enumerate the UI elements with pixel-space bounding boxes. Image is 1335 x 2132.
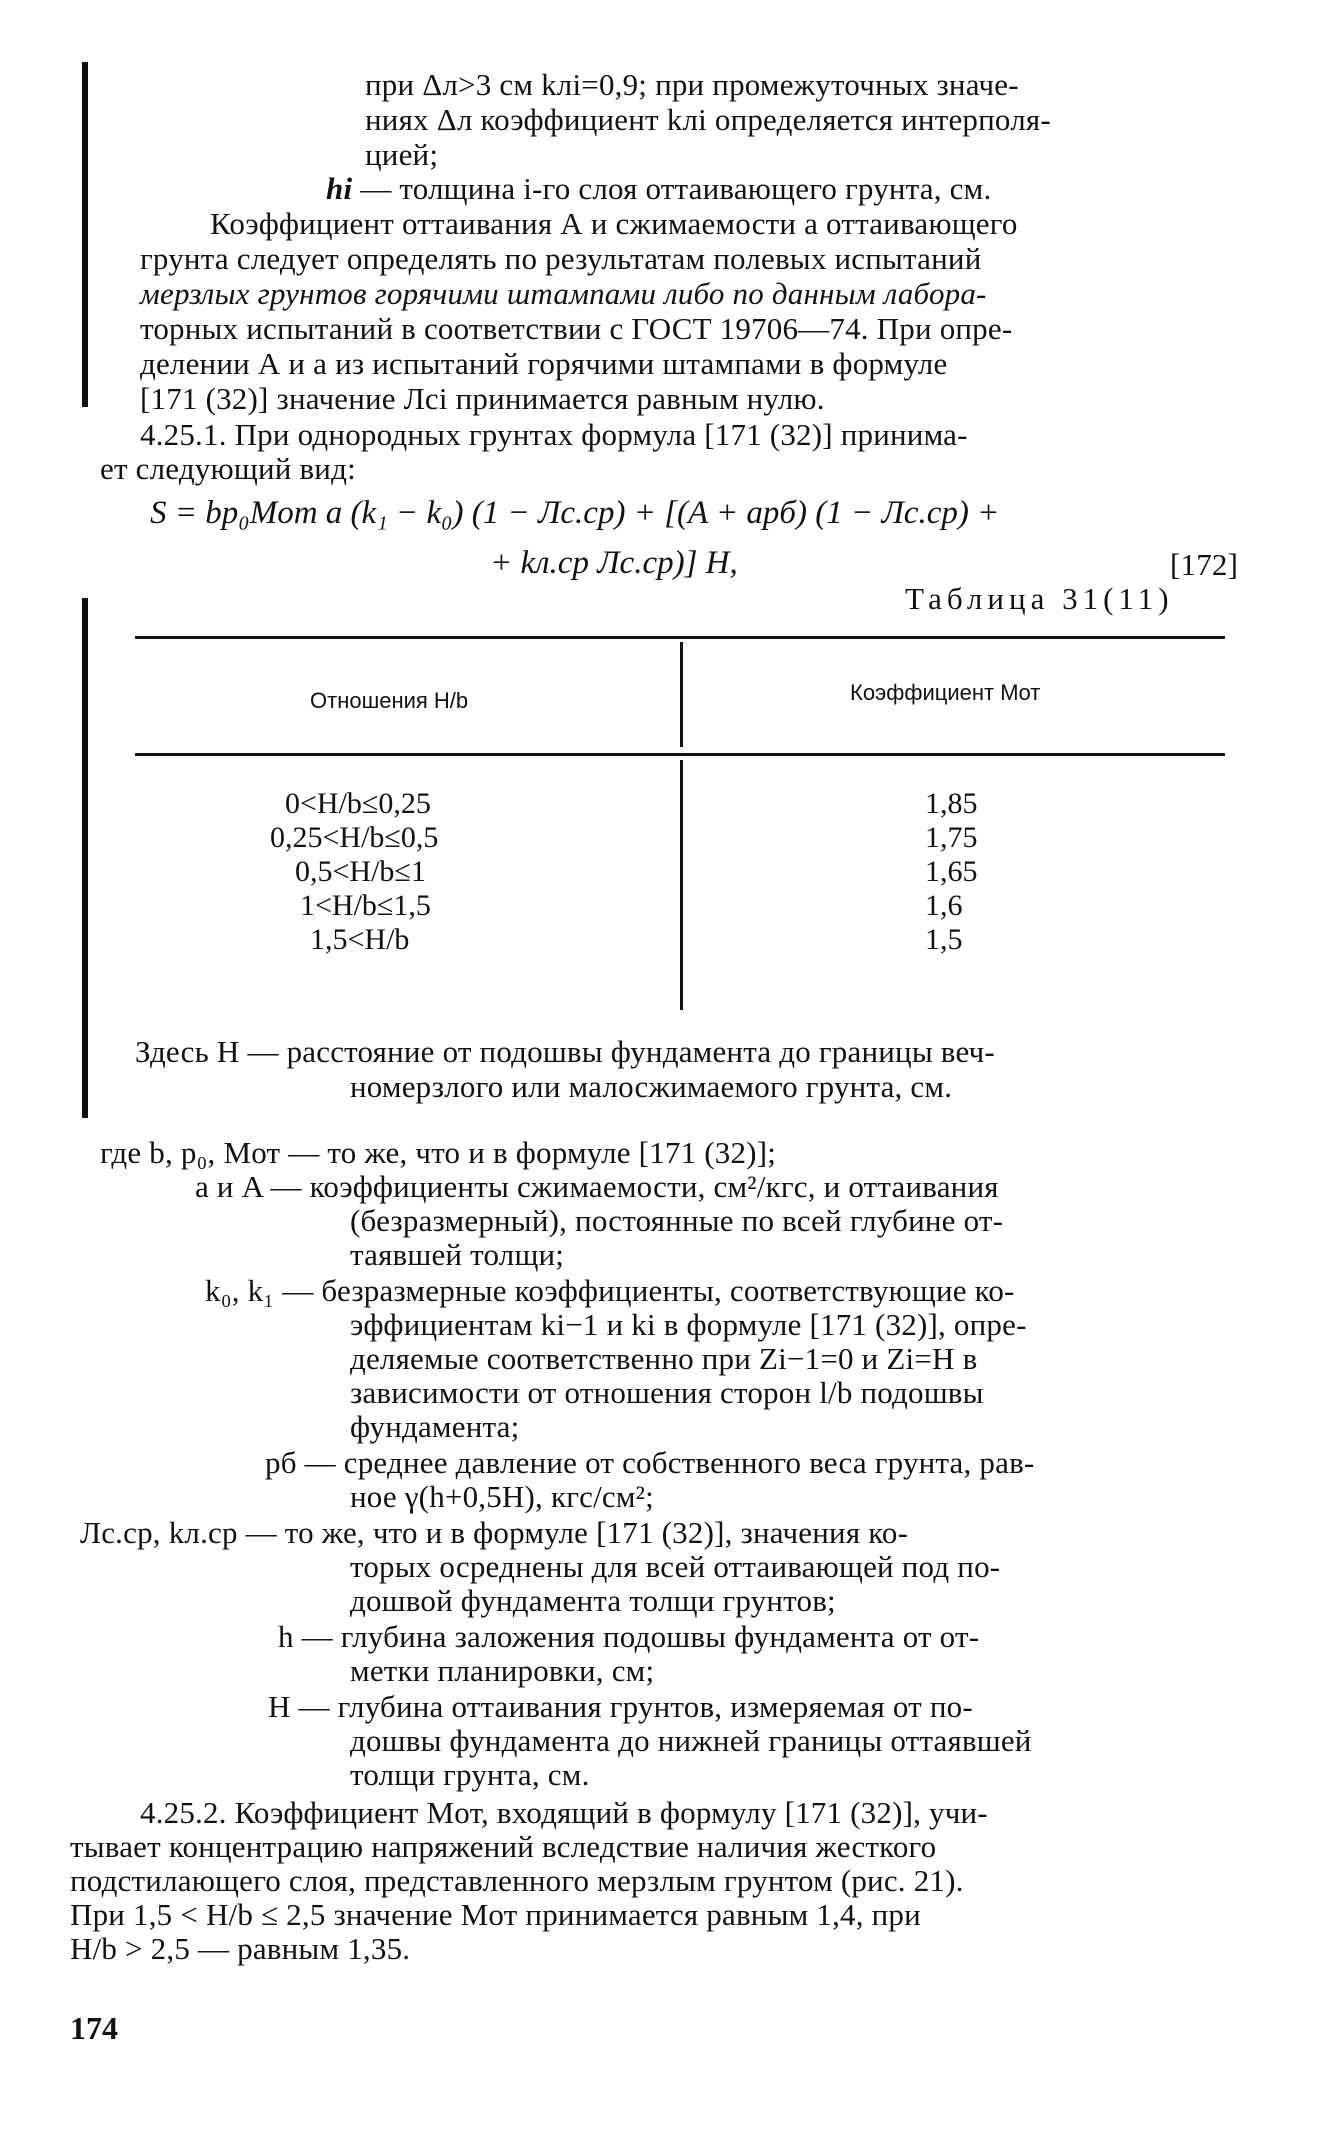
- col1-header: Отношения H/b: [310, 688, 469, 713]
- def-line: метки планировки, см;: [350, 1653, 655, 1688]
- def-line: h — глубина заложения подошвы фундамента от от-: [278, 1619, 980, 1654]
- para3-line: При 1,5 < H/b ≤ 2,5 значение Mот принимается равным 1,4, при: [70, 1897, 921, 1932]
- def-line: pб — среднее давление от собственного веса грунта, рав-: [265, 1445, 1035, 1480]
- table-cell-ratio: 1<H/b≤1,5: [300, 889, 431, 922]
- page-number: 174: [70, 2010, 118, 2046]
- def-line: деляемые соответственно при Zi−1=0 и Zi=H в: [350, 1341, 978, 1376]
- def-line: эффициентам ki−1 и ki в формуле [171 (32)], опре-: [350, 1307, 1027, 1342]
- intro-symbol: hi: [326, 171, 353, 206]
- def-line: Лс.ср, kл.ср — то же, что и в формуле [171 (32)], значения ко-: [80, 1515, 909, 1550]
- def-line: дошвой фундамента толщи грунтов;: [350, 1583, 836, 1618]
- def-line: k₀, k₁ — безразмерные коэффициенты, соответствующие ко-: [205, 1273, 1015, 1308]
- para1-line: Коэффициент оттаивания А и сжимаемости a оттаивающего: [210, 206, 1018, 241]
- def-line: (безразмерный), постоянные по всей глубине от-: [350, 1203, 1004, 1238]
- intro-line-4: [326, 172, 991, 206]
- def-line: зависимости от отношения сторон l/b подошвы: [350, 1375, 984, 1410]
- def-line: торых осреднены для всей оттаивающей под по-: [350, 1549, 1001, 1584]
- para3-line: тывает концентрацию напряжений вследствие наличия жесткого: [70, 1829, 937, 1864]
- para1-line: делении А и a из испытаний горячими штампами в формуле: [140, 346, 948, 381]
- table-body-divider: [680, 760, 683, 1010]
- table-cell-ratio: 0<H/b≤0,25: [285, 787, 431, 820]
- def-line: толщи грунта, см.: [350, 1757, 590, 1792]
- table-note-2: номерзлого или малосжимаемого грунта, см.: [350, 1069, 953, 1104]
- para3-line: 4.25.2. Коэффициент Mот, входящий в формулу [171 (32)], учи-: [140, 1795, 988, 1830]
- change-bar-table: [82, 598, 88, 1118]
- table-cell-ratio: 0,25<H/b≤0,5: [270, 821, 439, 854]
- intro-line-3: цией;: [365, 137, 439, 172]
- def-line: a и A — коэффициенты сжимаемости, см²/кгс, и оттаивания: [195, 1169, 999, 1204]
- table-header-rule: [135, 753, 1225, 756]
- col2-header: Коэффициент Mот: [850, 680, 1041, 705]
- formula-line-1: S = bp₀Mот a (k₁ − k₀) (1 − Лс.ср) + [(A + apб) (1 − Лс.ср) +: [150, 495, 1000, 531]
- def-line: дошвы фундамента до нижней границы оттаявшей: [350, 1723, 1032, 1758]
- table-cell-ratio: 1,5<H/b: [310, 923, 410, 956]
- formula-number: [172]: [1170, 547, 1239, 582]
- para1-line: торных испытаний в соответствии с ГОСТ 19706—74. При опре-: [140, 311, 1013, 346]
- intro-def: — толщина i-го слоя оттаивающего грунта, см.: [352, 171, 992, 206]
- def-line: ное γ(h+0,5H), кгс/см²;: [350, 1479, 654, 1514]
- table-header-divider: [680, 642, 683, 747]
- def-line: где b, p₀, Mот — то же, что и в формуле [171 (32)];: [100, 1135, 777, 1170]
- table-cell-coef: 1,75: [925, 821, 978, 854]
- table-cell-coef: 1,6: [925, 889, 963, 922]
- intro-line-2: ниях Δл коэффициент kлi определяется интерполя-: [365, 102, 1051, 137]
- table-caption: Таблица 31(11): [905, 581, 1174, 616]
- para2-line: 4.25.1. При однородных грунтах формула [171 (32)] принима-: [140, 417, 968, 452]
- table-note-1: Здесь H — расстояние от подошвы фундамента до границы веч-: [135, 1034, 995, 1069]
- table-top-rule: [135, 636, 1225, 639]
- para1-line: [171 (32)] значение Лci принимается равным нулю.: [140, 381, 825, 416]
- table-cell-ratio: 0,5<H/b≤1: [295, 855, 426, 888]
- intro-line-1: при Δл>3 см kлi=0,9; при промежуточных значе-: [365, 67, 1019, 102]
- para3-line: подстилающего слоя, представленного мерзлым грунтом (рис. 21).: [70, 1863, 964, 1898]
- para3-line: H/b > 2,5 — равным 1,35.: [70, 1931, 411, 1966]
- def-line: таявшей толщи;: [350, 1237, 565, 1272]
- table-cell-coef: 1,65: [925, 855, 978, 888]
- para2-line: ет следующий вид:: [100, 451, 356, 486]
- table-cell-coef: 1,5: [925, 923, 963, 956]
- para1-line: мерзлых грунтов горячими штампами либо по данным лабора-: [140, 276, 987, 311]
- para1-line: грунта следует определять по результатам полевых испытаний: [140, 241, 982, 276]
- def-line: фундамента;: [350, 1409, 520, 1444]
- formula-line-2: + kл.ср Лс.ср)] H,: [490, 545, 738, 581]
- def-line: H — глубина оттаивания грунтов, измеряемая от по-: [268, 1689, 973, 1724]
- change-bar-top: [82, 62, 88, 407]
- table-cell-coef: 1,85: [925, 787, 978, 820]
